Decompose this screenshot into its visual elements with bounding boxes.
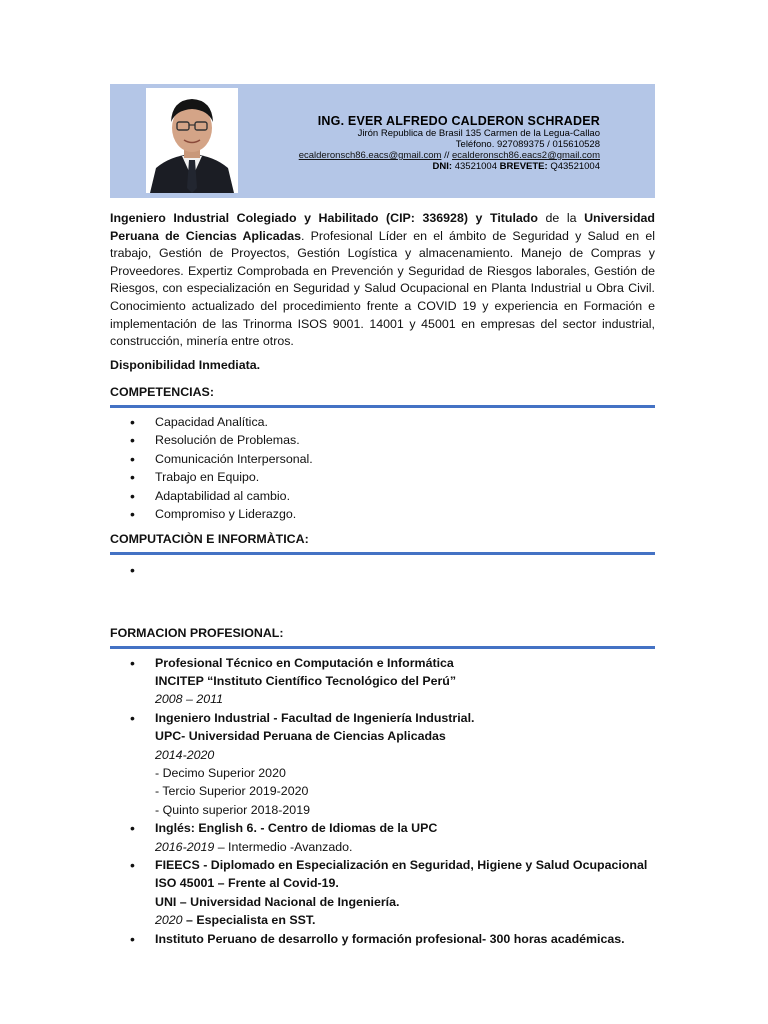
section-title-competencias: COMPETENCIAS:: [110, 384, 655, 408]
education-item-incitep: [110, 654, 655, 709]
summary-bold-2: Universidad Peruana de Ciencias Aplicadas: [110, 211, 655, 243]
edu-title: • Instituto Peruano de desarrollo y formación profesional- 300 horas académicas.: [155, 931, 625, 946]
availability: Disponibilidad Inmediata.: [110, 357, 261, 372]
edu-honor: - Tercio Superior 2019-2020: [155, 784, 309, 799]
section-title-formacion: FORMACION PROFESIONAL:: [110, 625, 655, 649]
portrait-image: [146, 88, 238, 193]
cv-content: [110, 210, 655, 948]
section-title-computacion: COMPUTACIÒN E INFORMÀTICA:: [110, 531, 655, 555]
dni-value: 43521004: [454, 161, 497, 172]
dni-label: DNI:: [432, 161, 453, 172]
brevete-value: Q43521004: [550, 161, 600, 172]
edu-title: • FIEECS - Diplomado en Especialización en Seguridad, Higiene y Salud Ocupacional: [155, 858, 648, 873]
email-separator: //: [441, 150, 452, 161]
list-item: • Trabajo en Equipo.: [110, 468, 655, 486]
header-banner: [110, 84, 655, 198]
list-item: • Resolución de Problemas.: [110, 431, 655, 449]
edu-title: • Profesional Técnico en Computación e Informática: [155, 655, 454, 670]
phone: Teléfono. 927089375 / 015610528: [455, 139, 600, 150]
education-item-ipdfp: [110, 930, 655, 948]
edu-level: – Intermedio -Avanzado.: [214, 839, 353, 854]
edu-years: 2008 – 2011: [155, 692, 223, 707]
edu-honor: - Decimo Superior 2020: [155, 766, 286, 780]
professional-summary: [110, 210, 655, 351]
edu-subtitle: ISO 45001 – Frente al Covid-19.: [155, 876, 339, 891]
spacer: [110, 581, 655, 625]
edu-years: 2020: [155, 913, 183, 928]
education-item-upc: [110, 709, 655, 819]
education-item-english: [110, 819, 655, 856]
email-link-2[interactable]: ecalderonsch86.eacs2@gmail.com: [452, 150, 600, 161]
candidate-name: ING. EVER ALFREDO CALDERON SCHRADER: [317, 114, 600, 128]
list-item: • Capacidad Analítica.: [110, 413, 655, 431]
email-link-1[interactable]: ecalderonsch86.eacs@gmail.com: [298, 150, 442, 161]
edu-honor: - Quinto superior 2018-2019: [155, 802, 310, 817]
education-item-fieecs: [110, 856, 655, 930]
computacion-list: [110, 561, 655, 581]
formacion-list: [110, 654, 655, 949]
edu-years: 2014-2020: [155, 747, 215, 762]
summary-bold-1: Ingeniero Industrial Colegiado y Habilitado (CIP: 336928) y Titulado: [110, 211, 538, 225]
edu-institution: UNI – Universidad Nacional de Ingeniería.: [155, 894, 400, 909]
list-item: • Adaptabilidad al cambio.: [110, 487, 655, 505]
edu-institution: INCITEP “Instituto Científico Tecnológico del Perú”: [155, 673, 457, 688]
list-item: • Comunicación Interpersonal.: [110, 450, 655, 468]
edu-title: • Ingeniero Industrial - Facultad de Ingeniería Industrial.: [155, 710, 475, 725]
contact-block: [260, 114, 600, 172]
edu-specialty: – Especialista en SST.: [182, 913, 316, 928]
address: Jirón Republica de Brasil 135 Carmen de la Legua-Callao: [357, 128, 600, 139]
edu-institution: UPC- Universidad Peruana de Ciencias Aplicadas: [155, 729, 446, 744]
summary-body: . Profesional Líder en el ámbito de Seguridad y Salud en el trabajo, Gestión de Proyectos, Gestión Logística y almacenamiento. Manejo de Compras y Proveedores. Expertiz Comprobada en Prevención y Seguridad de Riesgos laborales, Gestión de Riesgos, con especialización en Seguridad y Salud Ocupacional en Planta Industrial u Obra Civil. Conocimiento actualizado del procedimiento frente a COVID 19 y experiencia en Formación e implementación de las Trinorma ISOS 9001. 14001 y 45001 en empresas del sector industrial, construcción, minería entre otros.: [110, 228, 655, 349]
competencias-list: [110, 413, 655, 523]
summary-connector: de la: [537, 211, 585, 225]
edu-years: 2016-2019: [155, 839, 215, 854]
emails: [260, 150, 600, 161]
edu-title: • Inglés: English 6. - Centro de Idiomas de la UPC: [155, 821, 438, 836]
profile-photo: [146, 88, 238, 193]
list-item: • Compromiso y Liderazgo.: [110, 505, 655, 523]
brevete-label: BREVETE:: [499, 161, 548, 172]
id-line: [260, 161, 600, 172]
list-item-empty: [110, 561, 655, 581]
